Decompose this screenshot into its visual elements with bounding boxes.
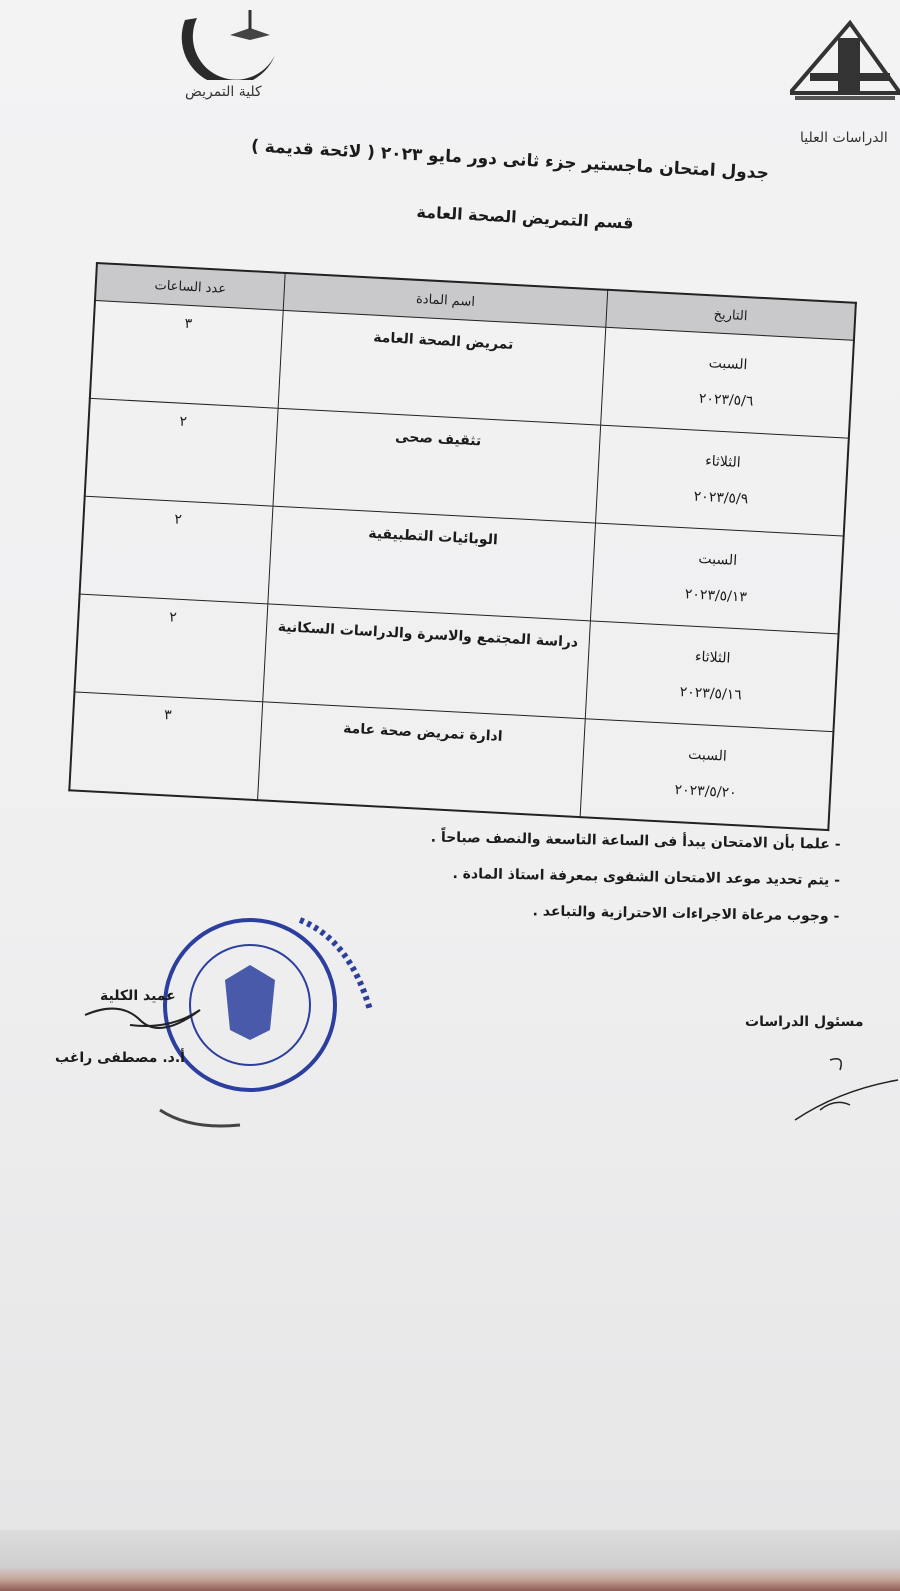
page-title: جدول امتحان ماجستير جزء ثانى دور مايو ٢٠٢٣ ( لائحة قديمة ) [250, 136, 770, 184]
university-logo-icon [790, 18, 900, 108]
day-label: السبت [698, 550, 738, 569]
subject-cell: الوبائيات التطبيقية [268, 506, 596, 621]
hours-cell: ٢ [85, 398, 278, 506]
date-value: ٢٠٢٣/٥/٩ [693, 488, 749, 508]
date-cell [590, 523, 843, 634]
subject-cell: دراسة المجتمع والاسرة والدراسات السكانية [263, 604, 591, 719]
exam-schedule-table [69, 262, 865, 812]
day-label: السبت [708, 355, 748, 374]
hours-cell: ٢ [80, 496, 273, 604]
subject-cell: ادارة تمريض صحة عامة [258, 702, 586, 817]
hours-cell: ٢ [74, 594, 267, 702]
signature-scrawl-icon [790, 1050, 900, 1130]
page-subtitle: قسم التمريض الصحة العامة [416, 202, 634, 233]
hours-cell: ٣ [69, 692, 262, 800]
date-value: ٢٠٢٣/٥/٦ [698, 390, 754, 410]
faculty-logo-icon [175, 0, 290, 80]
note-item: - وجوب مرعاة الاجراءات الاحترازية والتباعد . [299, 889, 840, 934]
dean-title: عميد الكلية [100, 988, 176, 1004]
subject-cell: تمريض الصحة العامة [278, 310, 606, 425]
date-cell [601, 327, 854, 438]
column-header-date: التاريخ [606, 290, 856, 340]
subject-cell: تثقيف صحى [273, 408, 601, 523]
note-item: - علما بأن الامتحان يبدأ فى الساعة التاسعة والنصف صباحاً . [300, 817, 841, 862]
hours-cell: ٣ [90, 300, 283, 408]
date-cell [596, 425, 849, 536]
column-header-subject: اسم المادة [283, 273, 608, 327]
day-label: الثلاثاء [694, 648, 731, 667]
note-item: - يتم تحديد موعد الامتحان الشفوى بمعرفة استاذ المادة . [300, 853, 841, 898]
background-surface [0, 1530, 900, 1591]
department-label: الدراسات العليا [800, 130, 888, 146]
date-value: ٢٠٢٣/٥/٢٠ [674, 782, 738, 802]
dean-name: أ.د. مصطفى راغب [55, 1050, 185, 1066]
day-label: السبت [687, 746, 728, 765]
faculty-name: كلية التمريض [185, 84, 262, 100]
date-cell [580, 719, 833, 830]
column-header-hours: عدد الساعات [95, 263, 285, 310]
notes-list [299, 817, 841, 934]
date-value: ٢٠٢٣/٥/١٣ [684, 586, 748, 606]
day-label: الثلاثاء [704, 453, 742, 472]
date-value: ٢٠٢٣/٥/١٦ [679, 684, 743, 704]
studies-officer-title: مسئول الدراسات [745, 1014, 864, 1030]
date-cell [585, 621, 838, 732]
